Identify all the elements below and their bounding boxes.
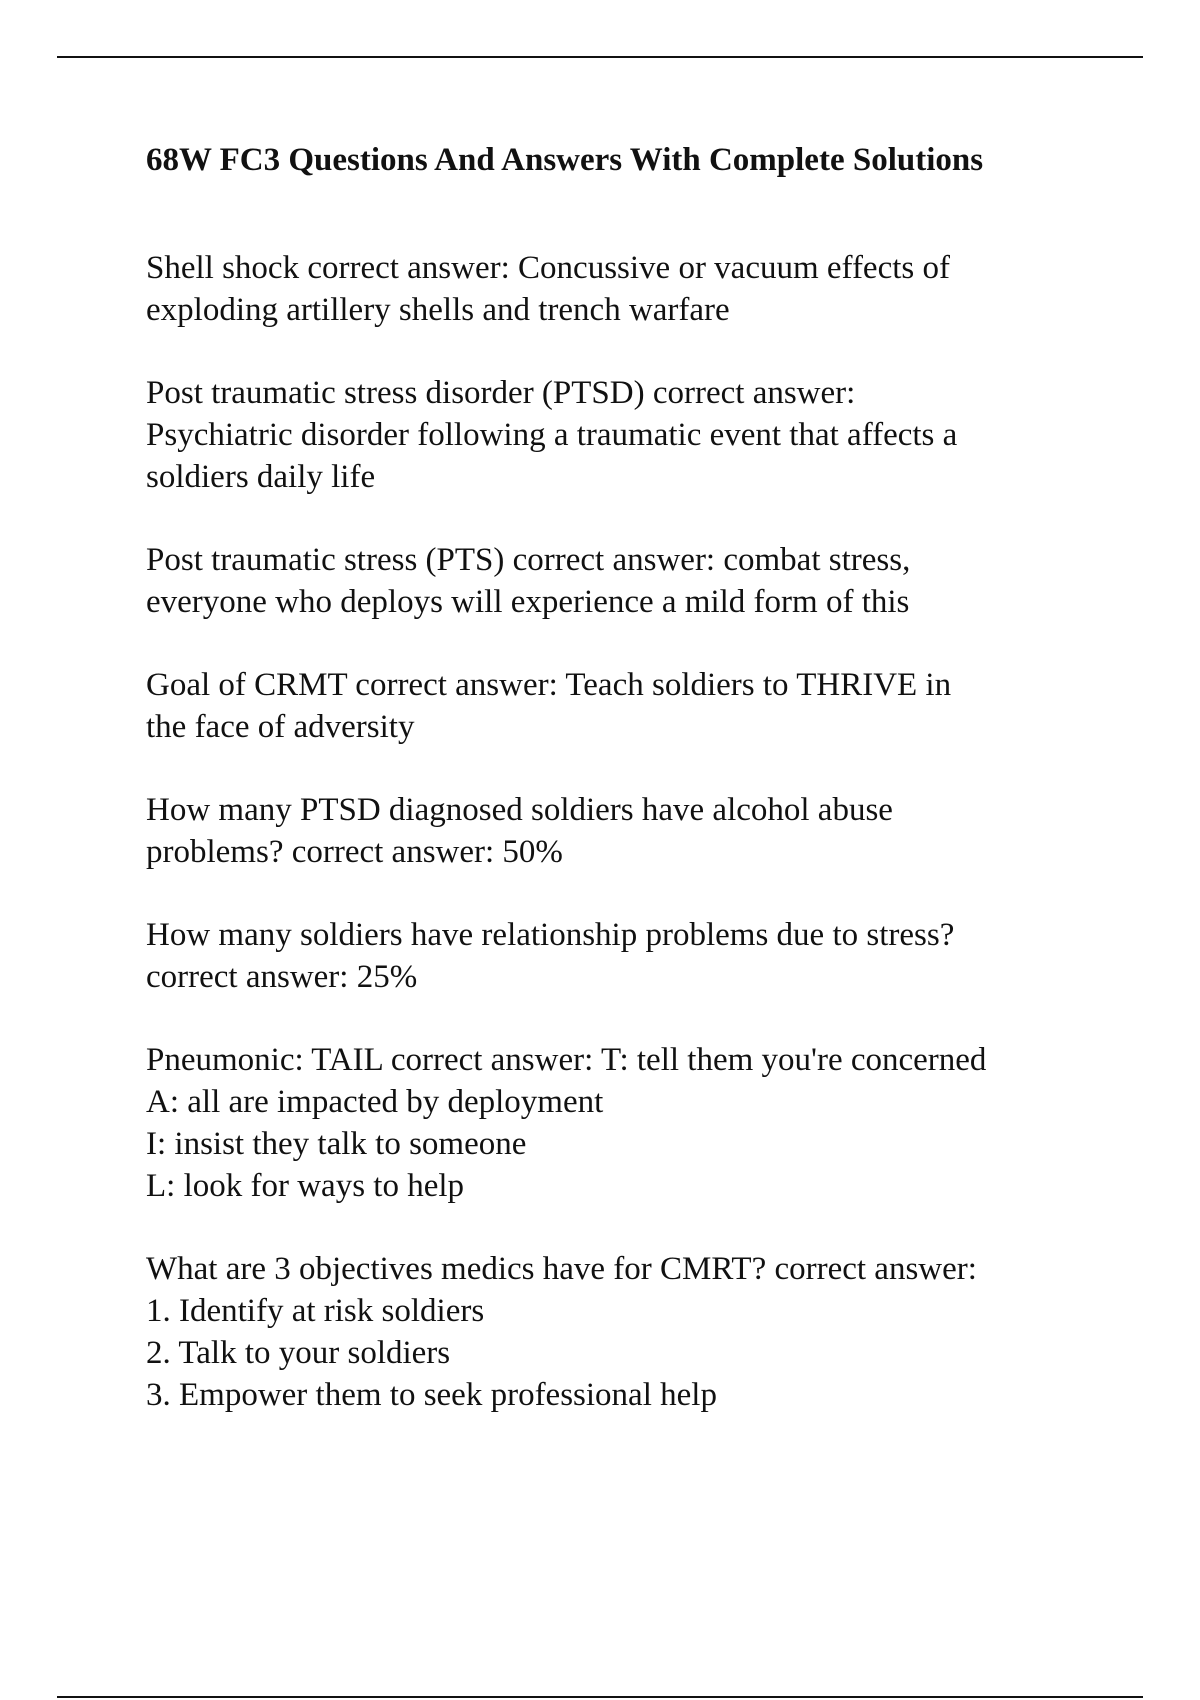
top-rule: [57, 56, 1143, 58]
qa-entry-ptsd: [146, 372, 1146, 498]
qa-entry-crmt-goal: [146, 664, 1146, 748]
qa-line: Psychiatric disorder following a traumatic event that affects a: [146, 417, 958, 453]
qa-line: Shell shock correct answer: Concussive or vacuum effects of: [146, 250, 950, 286]
qa-entry-shell-shock: [146, 247, 1146, 331]
qa-entry-alcohol-abuse: [146, 789, 1146, 873]
qa-line: 1. Identify at risk soldiers: [146, 1293, 485, 1329]
qa-line: A: all are impacted by deployment: [146, 1084, 604, 1120]
qa-line: 3. Empower them to seek professional help: [146, 1377, 717, 1413]
qa-line: What are 3 objectives medics have for CMRT? correct answer:: [146, 1251, 977, 1287]
qa-entry-pts: [146, 539, 1146, 623]
document-title: 68W FC3 Questions And Answers With Complete Solutions: [146, 142, 984, 178]
qa-line: problems? correct answer: 50%: [146, 834, 563, 870]
qa-line: Post traumatic stress (PTS) correct answer: combat stress,: [146, 542, 911, 578]
qa-line: Pneumonic: TAIL correct answer: T: tell them you're concerned: [146, 1042, 987, 1078]
qa-line: 2. Talk to your soldiers: [146, 1335, 451, 1371]
qa-line: correct answer: 25%: [146, 959, 418, 995]
qa-line: How many PTSD diagnosed soldiers have alcohol abuse: [146, 792, 893, 828]
qa-entry-tail-pneumonic: [146, 1039, 1146, 1207]
qa-line: the face of adversity: [146, 709, 415, 745]
qa-line: Post traumatic stress disorder (PTSD) correct answer:: [146, 375, 856, 411]
qa-line: exploding artillery shells and trench warfare: [146, 292, 730, 328]
qa-line: soldiers daily life: [146, 459, 376, 495]
qa-entry-cmrt-objectives: [146, 1248, 1146, 1416]
bottom-rule: [57, 1696, 1143, 1698]
document-body: [146, 140, 1146, 1457]
qa-entry-relationship-problems: [146, 914, 1146, 998]
qa-line: How many soldiers have relationship problems due to stress?: [146, 917, 955, 953]
qa-line: I: insist they talk to someone: [146, 1126, 527, 1162]
qa-line: L: look for ways to help: [146, 1168, 465, 1204]
qa-line: everyone who deploys will experience a mild form of this: [146, 584, 910, 620]
qa-line: Goal of CRMT correct answer: Teach soldiers to THRIVE in: [146, 667, 952, 703]
